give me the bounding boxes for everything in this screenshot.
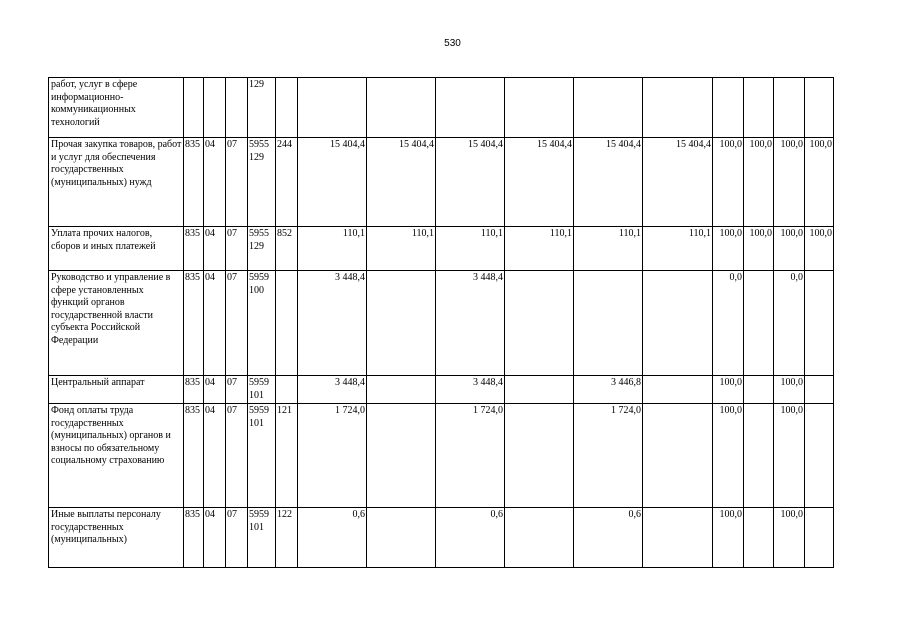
budget-table — [48, 77, 834, 568]
percent-cell — [805, 78, 834, 138]
target-code-cell: 5959 101 — [248, 404, 276, 508]
table-row — [49, 376, 834, 404]
expense-type-cell: 244 — [276, 138, 298, 227]
amount-cell — [367, 271, 436, 376]
amount-cell: 0,6 — [574, 508, 643, 568]
row-name-cell: Центральный аппарат — [49, 376, 184, 404]
amount-cell: 15 404,4 — [574, 138, 643, 227]
percent-cell: 0,0 — [713, 271, 744, 376]
amount-cell: 15 404,4 — [298, 138, 367, 227]
ministry-code-cell: 835 — [184, 227, 204, 271]
table-row — [49, 508, 834, 568]
amount-cell: 110,1 — [574, 227, 643, 271]
table-body — [49, 78, 834, 568]
row-name-cell: Руководство и управление в сфере установленных функций органов государственной власти субъекта Российской Федерации — [49, 271, 184, 376]
expense-type-cell: 122 — [276, 508, 298, 568]
row-name-cell: Фонд оплаты труда государственных (муниципальных) органов и взносы по обязательному социальному страхованию — [49, 404, 184, 508]
percent-cell — [744, 78, 774, 138]
amount-cell — [643, 508, 713, 568]
amount-cell — [367, 508, 436, 568]
section-code-cell: 04 — [204, 138, 226, 227]
subsection-code-cell: 07 — [226, 404, 248, 508]
section-code-cell: 04 — [204, 404, 226, 508]
percent-cell — [744, 404, 774, 508]
table-row — [49, 271, 834, 376]
percent-cell: 100,0 — [774, 508, 805, 568]
percent-cell: 100,0 — [774, 227, 805, 271]
ministry-code-cell: 835 — [184, 271, 204, 376]
percent-cell — [805, 404, 834, 508]
amount-cell — [367, 404, 436, 508]
amount-cell — [505, 508, 574, 568]
target-code-cell: 5959 101 — [248, 508, 276, 568]
target-code-cell: 5959 101 — [248, 376, 276, 404]
percent-cell: 100,0 — [713, 376, 744, 404]
amount-cell: 3 448,4 — [298, 376, 367, 404]
percent-cell: 100,0 — [805, 138, 834, 227]
ministry-code-cell: 835 — [184, 508, 204, 568]
section-code-cell — [204, 78, 226, 138]
amount-cell — [643, 78, 713, 138]
target-code-cell: 5959 100 — [248, 271, 276, 376]
percent-cell: 100,0 — [744, 227, 774, 271]
ministry-code-cell: 835 — [184, 404, 204, 508]
amount-cell — [367, 376, 436, 404]
amount-cell: 110,1 — [298, 227, 367, 271]
amount-cell: 110,1 — [643, 227, 713, 271]
expense-type-cell: 121 — [276, 404, 298, 508]
amount-cell: 15 404,4 — [643, 138, 713, 227]
ministry-code-cell — [184, 78, 204, 138]
percent-cell — [744, 271, 774, 376]
percent-cell: 100,0 — [774, 376, 805, 404]
percent-cell — [805, 271, 834, 376]
amount-cell — [505, 376, 574, 404]
percent-cell: 0,0 — [774, 271, 805, 376]
percent-cell — [744, 508, 774, 568]
expense-type-cell — [276, 271, 298, 376]
amount-cell: 3 448,4 — [298, 271, 367, 376]
page-number: 530 — [444, 38, 461, 49]
amount-cell — [574, 78, 643, 138]
section-code-cell: 04 — [204, 376, 226, 404]
amount-cell: 15 404,4 — [367, 138, 436, 227]
amount-cell — [298, 78, 367, 138]
amount-cell — [505, 271, 574, 376]
percent-cell — [713, 78, 744, 138]
amount-cell — [505, 404, 574, 508]
amount-cell: 3 446,8 — [574, 376, 643, 404]
subsection-code-cell: 07 — [226, 508, 248, 568]
amount-cell: 0,6 — [436, 508, 505, 568]
amount-cell: 15 404,4 — [436, 138, 505, 227]
percent-cell: 100,0 — [744, 138, 774, 227]
percent-cell: 100,0 — [713, 227, 744, 271]
amount-cell — [367, 78, 436, 138]
amount-cell — [505, 78, 574, 138]
subsection-code-cell: 07 — [226, 138, 248, 227]
percent-cell — [805, 376, 834, 404]
subsection-code-cell: 07 — [226, 376, 248, 404]
table-row — [49, 227, 834, 271]
table-row — [49, 78, 834, 138]
section-code-cell: 04 — [204, 508, 226, 568]
subsection-code-cell — [226, 78, 248, 138]
amount-cell: 1 724,0 — [436, 404, 505, 508]
row-name-cell: Уплата прочих налогов, сборов и иных платежей — [49, 227, 184, 271]
amount-cell — [643, 271, 713, 376]
subsection-code-cell: 07 — [226, 271, 248, 376]
amount-cell — [436, 78, 505, 138]
percent-cell — [774, 78, 805, 138]
ministry-code-cell: 835 — [184, 138, 204, 227]
amount-cell: 3 448,4 — [436, 376, 505, 404]
percent-cell: 100,0 — [805, 227, 834, 271]
amount-cell — [643, 376, 713, 404]
percent-cell: 100,0 — [713, 508, 744, 568]
amount-cell: 3 448,4 — [436, 271, 505, 376]
target-code-cell: 5955 129 — [248, 227, 276, 271]
expense-type-cell — [276, 78, 298, 138]
amount-cell: 0,6 — [298, 508, 367, 568]
table-row — [49, 404, 834, 508]
amount-cell: 15 404,4 — [505, 138, 574, 227]
expense-type-cell — [276, 376, 298, 404]
target-code-cell: 129 — [248, 78, 276, 138]
amount-cell — [574, 271, 643, 376]
section-code-cell: 04 — [204, 271, 226, 376]
target-code-cell: 5955 129 — [248, 138, 276, 227]
amount-cell: 110,1 — [367, 227, 436, 271]
row-name-cell: работ, услуг в сфере информационно-коммуникационных технологий — [49, 78, 184, 138]
row-name-cell: Прочая закупка товаров, работ и услуг для обеспечения государственных (муниципальных) нужд — [49, 138, 184, 227]
percent-cell: 100,0 — [774, 404, 805, 508]
percent-cell — [744, 376, 774, 404]
amount-cell: 1 724,0 — [574, 404, 643, 508]
row-name-cell: Иные выплаты персоналу государственных (муниципальных) — [49, 508, 184, 568]
table-row — [49, 138, 834, 227]
percent-cell: 100,0 — [713, 138, 744, 227]
amount-cell: 110,1 — [436, 227, 505, 271]
subsection-code-cell: 07 — [226, 227, 248, 271]
amount-cell: 1 724,0 — [298, 404, 367, 508]
amount-cell: 110,1 — [505, 227, 574, 271]
amount-cell — [643, 404, 713, 508]
section-code-cell: 04 — [204, 227, 226, 271]
percent-cell: 100,0 — [713, 404, 744, 508]
ministry-code-cell: 835 — [184, 376, 204, 404]
percent-cell — [805, 508, 834, 568]
percent-cell: 100,0 — [774, 138, 805, 227]
expense-type-cell: 852 — [276, 227, 298, 271]
